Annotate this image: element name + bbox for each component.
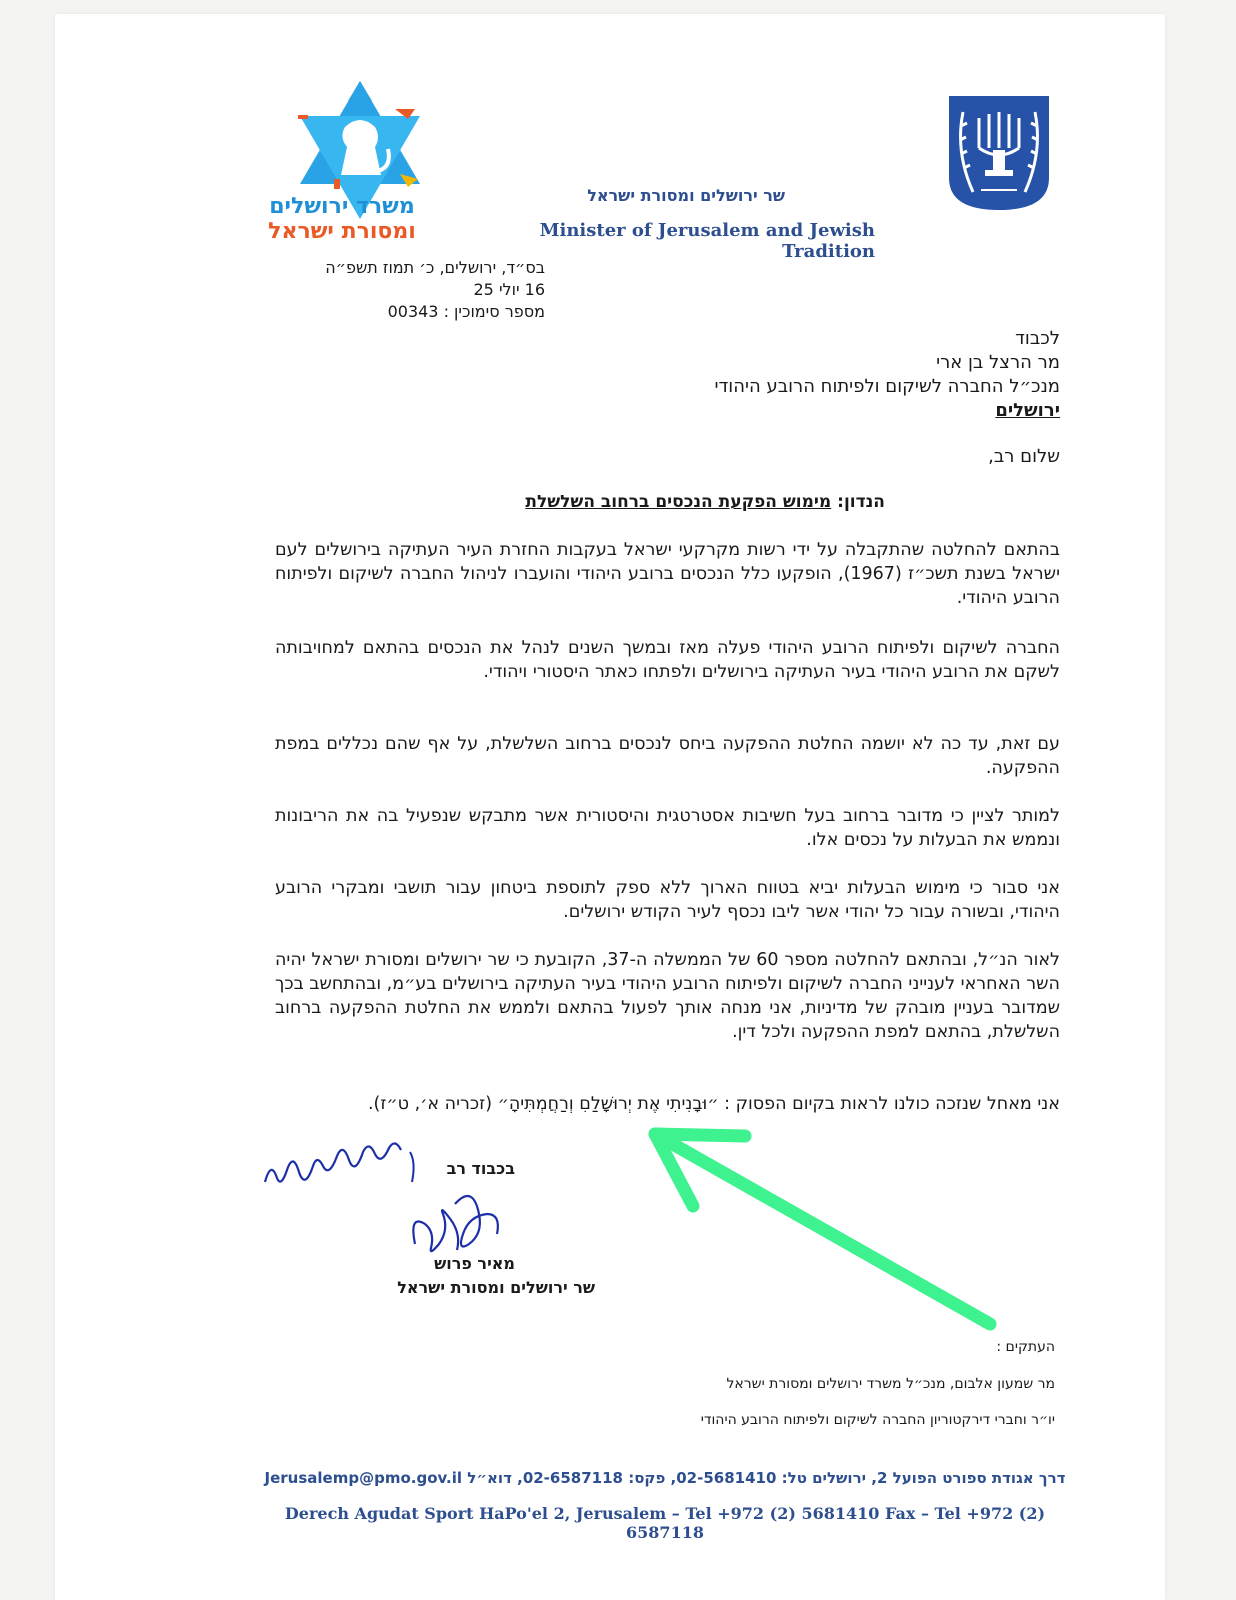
body-paragraph: למותר לציין כי מדובר ברחוב בעל חשיבות אסטרטגית והיסטורית אשר מתבקש שנפעיל בה את הריבונות ונממש את הבעלות על נכסים אלו. xyxy=(275,806,1060,850)
body-paragraph: עם זאת, עד כה לא יושמה החלטת ההפקעה ביחס לנכסים ברחוב השלשלת, על אף שהם נכללים במפת ההפקעה. xyxy=(275,734,1060,778)
footer-hebrew-text: דרך אגודת ספורט הפועל 2, ירושלים טל: 02-5681410, פקס: 02-6587118, דוא״ל Jerusalemp@pmo.gov.il xyxy=(264,1469,1066,1487)
signatory-name: מאיר פרוש xyxy=(434,1254,515,1273)
copies-label: העתקים : xyxy=(996,1339,1055,1355)
ministry-logo-text xyxy=(267,194,417,244)
closing-salutation: בכבוד רב xyxy=(446,1159,515,1178)
recipient-name: מר הרצל בן ארי xyxy=(936,352,1060,373)
letter-page xyxy=(55,14,1165,1600)
body-paragraph: בהתאם להחלטה שהתקבלה על ידי רשות מקרקעי ישראל בעקבות החזרת העיר העתיקה בירושלים לעם ישראל בשנת תשכ״ז (1967), הופקעו כלל הנכסים ברובע היהודי והועברו לניהול החברה לשיקום ולפיתוח הרובע היהודי. xyxy=(275,540,1060,608)
letter-meta xyxy=(270,257,545,323)
logo-text-line2: ומסורת ישראל xyxy=(268,219,416,244)
copy-recipient: מר שמעון אלבום, מנכ״ל משרד ירושלים ומסורת ישראל xyxy=(726,1376,1055,1392)
signature xyxy=(395,1184,535,1264)
subject-topic: מימוש הפקעת הנכסים ברחוב השלשלת xyxy=(525,492,832,512)
recipient-position: מנכ״ל החברה לשיקום ולפיתוח הרובע היהודי xyxy=(714,376,1060,397)
reference-number: מספר סימוכין : 00343 xyxy=(387,302,545,321)
body-paragraph: לאור הנ״ל, ובהתאם להחלטה מספר 60 של הממשלה ה-37, הקובעת כי שר ירושלים ומסורת ישראל יהיה השר האחראי לענייני החברה לשיקום ולפיתוח הרובע היהודי בעיר העתיקה בירושלים בע״מ, ובהתחשב בכך שמדובר בעניין מובהק של מדיניות, אני מנחה אותך לפעול בהתאם ולממש את החלטת ההפקעה ברחוב השלשלת, בהתאם למפת ההפקעה ולכל דין. xyxy=(275,950,1060,1042)
recipient-honorific: לכבוד xyxy=(1015,328,1060,349)
letterhead-title-hebrew: שר ירושלים ומסורת ישראל xyxy=(587,186,785,205)
letterhead-title-english: Minister of Jerusalem and Jewish Tradition xyxy=(539,220,875,262)
subject-label: הנדון: xyxy=(837,492,885,512)
arrow-up-left-icon xyxy=(625,1114,1025,1344)
date-gregorian: 16 יולי 25 xyxy=(473,280,545,299)
signatory-title: שר ירושלים ומסורת ישראל xyxy=(397,1278,595,1297)
recipient-city: ירושלים xyxy=(995,400,1060,421)
subject-line xyxy=(355,492,885,512)
body-paragraph: החברה לשיקום ולפיתוח הרובע היהודי פעלה מאז ובמשך השנים לנהל את הנכסים בהתאם למחויבותה לשקם את הרובע היהודי בעיר העתיקה בירושלים ולפתחו כאתר היסטורי ויהודי. xyxy=(275,638,1060,682)
copy-recipient: יו״ר וחברי דירקטוריון החברה לשיקום ולפיתוח הרובע היהודי xyxy=(700,1412,1055,1428)
footer-address-hebrew xyxy=(245,1469,1085,1487)
body-paragraph: אני סבור כי מימוש הבעלות יביא בטווח הארוך ללא ספק לתוספת ביטחון עבור תושבי ומבקרי הרובע היהודי, ובשורה עבור כל יהודי אשר ליבו נכסף לעיר הקודש ירושלים. xyxy=(275,878,1060,922)
footer-address-english: Derech Agudat Sport HaPo'el 2, Jerusalem – Tel +972 (2) 5681410 Fax – Tel +972 (2) 6587118 xyxy=(284,1504,1046,1542)
date-hebrew: בס״ד, ירושלים, כ׳ תמוז תשפ״ה xyxy=(325,258,545,277)
logo-text-line1: משרד ירושלים xyxy=(269,194,415,219)
state-emblem-icon xyxy=(945,92,1053,214)
recipient-block xyxy=(615,327,1060,423)
body-paragraph: אני מאחל שנזכה כולנו לראות בקיום הפסוק : ״וּבָנִיתִי אֶת יְרוּשָׁלַםִ וְרַחֲמְתִּיהָ״ (זכריה א׳, ט״ז). xyxy=(367,1094,1060,1114)
greeting: שלום רב, xyxy=(988,446,1060,467)
